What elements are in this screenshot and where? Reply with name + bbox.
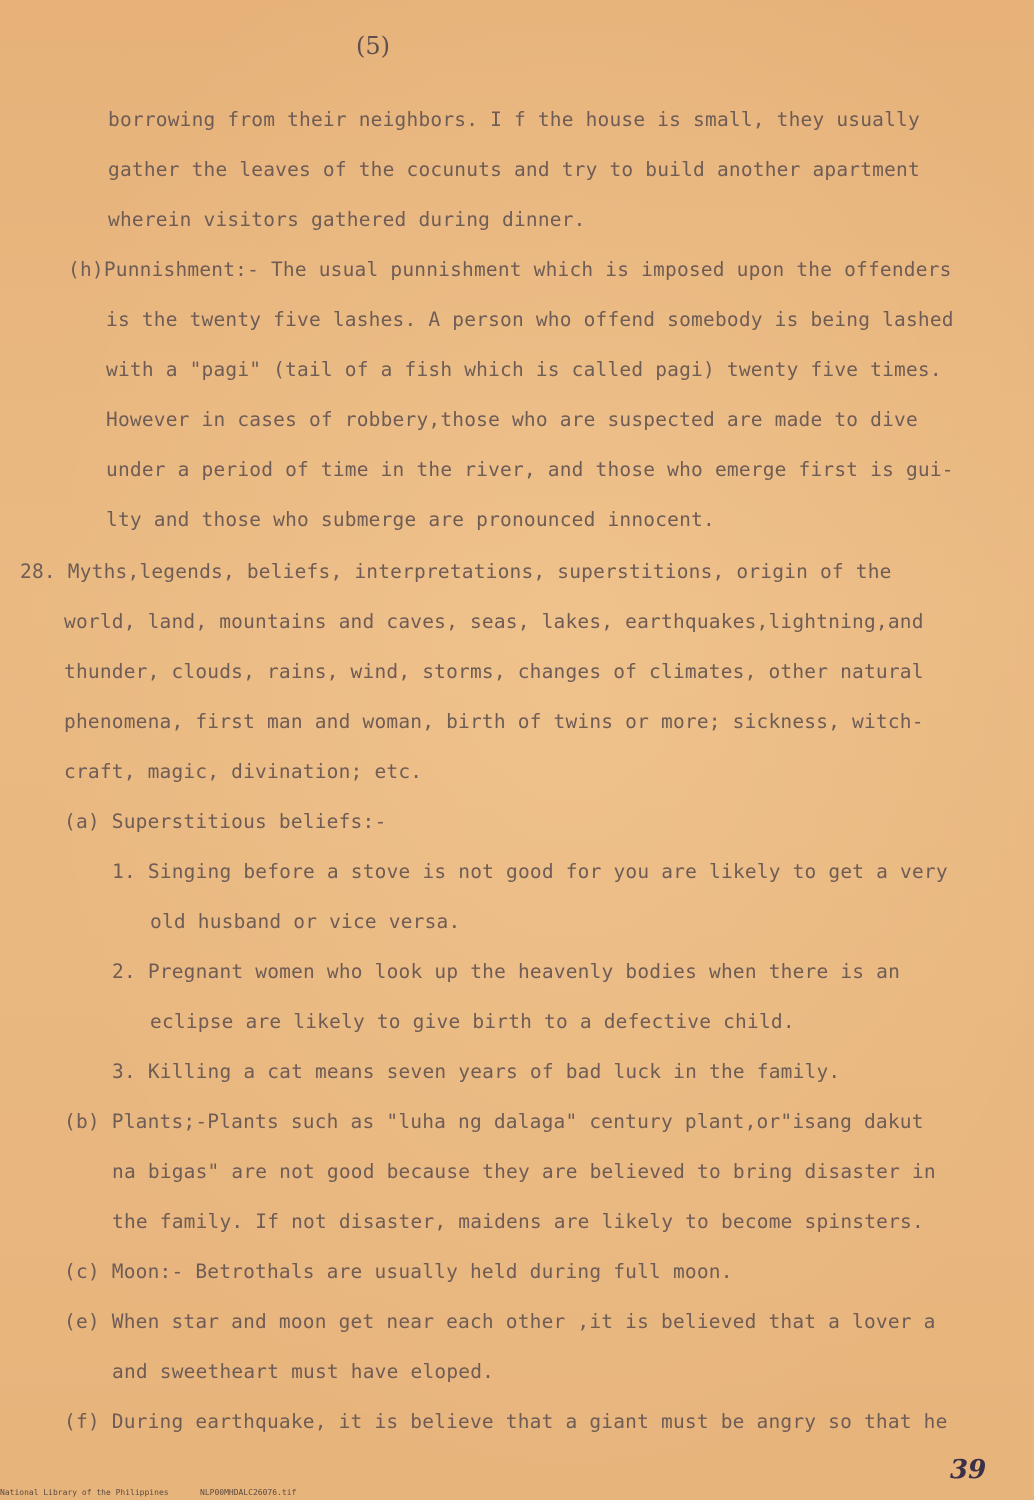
text-line: (c) Moon:- Betrothals are usually held during full moon. (64, 1260, 733, 1283)
text-line: the family. If not disaster, maidens are likely to become spinsters. (112, 1210, 924, 1233)
text-line: borrowing from their neighbors. I f the house is small, they usually (108, 108, 920, 131)
text-line: phenomena, first man and woman, birth of twins or more; sickness, witch- (64, 710, 924, 733)
text-line: (a) Superstitious beliefs:- (64, 810, 387, 833)
text-line: and sweetheart must have eloped. (112, 1360, 495, 1383)
text-line: gather the leaves of the cocunuts and try to build another apartment (108, 158, 920, 181)
text-line: under a period of time in the river, and those who emerge first is gui- (106, 458, 954, 481)
page-number: (5) (356, 32, 390, 60)
handwritten-folio-number: 39 (950, 1455, 987, 1485)
text-line: old husband or vice versa. (150, 910, 461, 933)
text-line: eclipse are likely to give birth to a defective child. (150, 1010, 795, 1033)
text-line: 3. Killing a cat means seven years of bad luck in the family. (112, 1060, 841, 1083)
text-line: lty and those who submerge are pronounced innocent. (106, 508, 715, 531)
text-line: 28. Myths,legends, beliefs, interpretations, superstitions, origin of the (20, 560, 892, 583)
text-line: wherein visitors gathered during dinner. (108, 208, 586, 231)
text-line: (e) When star and moon get near each other ,it is believed that a lover a (64, 1310, 936, 1333)
text-line: However in cases of robbery,those who are suspected are made to dive (106, 408, 918, 431)
text-line: (b) Plants;-Plants such as "luha ng dalaga" century plant,or"isang dakut (64, 1110, 924, 1133)
footer-library-name: National Library of the Philippines (0, 1488, 169, 1497)
text-line: world, land, mountains and caves, seas, lakes, earthquakes,lightning,and (64, 610, 924, 633)
text-line: thunder, clouds, rains, wind, storms, changes of climates, other natural (64, 660, 924, 683)
text-line: na bigas" are not good because they are believed to bring disaster in (112, 1160, 936, 1183)
text-line: (f) During earthquake, it is believe that a giant must be angry so that he (64, 1410, 948, 1433)
text-line: with a "pagi" (tail of a fish which is called pagi) twenty five times. (106, 358, 942, 381)
text-line: is the twenty five lashes. A person who offend somebody is being lashed (106, 308, 954, 331)
text-line: 2. Pregnant women who look up the heavenly bodies when there is an (112, 960, 901, 983)
footer-file-name: NLP00MHDALC26076.tif (200, 1488, 297, 1497)
text-line: 1. Singing before a stove is not good for you are likely to get a very (112, 860, 948, 883)
text-line: (h)Punnishment:- The usual punnishment which is imposed upon the offenders (68, 258, 952, 281)
text-line: craft, magic, divination; etc. (64, 760, 423, 783)
